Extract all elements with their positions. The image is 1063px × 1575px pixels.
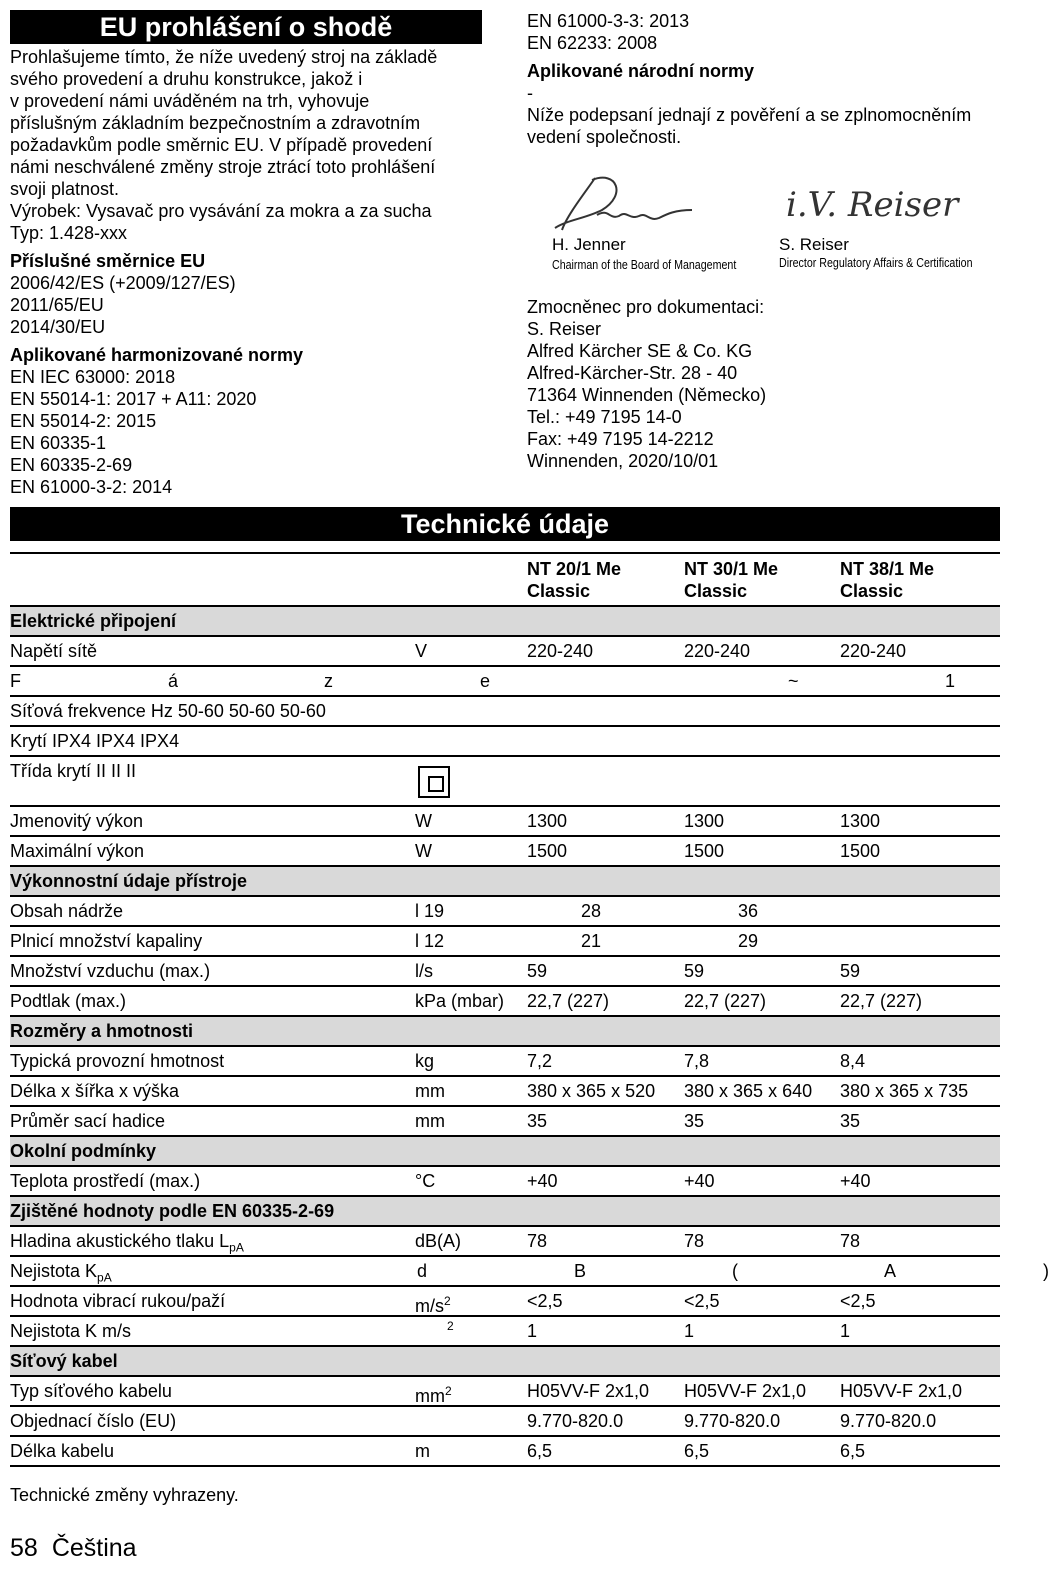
intro-line: námi neschválené změny stroje ztrácí toto prohlášení [10,157,436,177]
value-1: 22,7 (227) [527,991,610,1011]
section-dimensions: Rozměry a hmotnosti [10,1021,194,1041]
phase-letter: z [324,671,333,691]
value-3: 1500 [840,841,881,861]
row-unit: kPa (mbar) [415,991,505,1011]
value-3: 29 [738,931,759,951]
declaration-title: EU prohlášení o shodě [10,10,482,44]
signatures [527,160,1027,290]
phase-letter: e [480,671,491,691]
table-header-row [10,552,1000,607]
row-label: Teplota prostředí (max.) [10,1171,201,1191]
authorized-line: S. Reiser [527,319,602,339]
product-line: Výrobek: Vysavač pro vysávání za mokra a za sucha [10,201,432,221]
value-3: H05VV-F 2x1,0 [840,1381,963,1401]
table-row [10,727,1000,757]
phase-value: 1 [945,671,956,691]
intro-line: příslušným základním bezpečnostním a zdravotním [10,113,421,133]
row-label: Objednací číslo (EU) [10,1411,177,1431]
value-2: <2,5 [684,1291,720,1311]
row-unit-text: m/s [415,1296,444,1316]
declaration-right-column [527,10,1027,472]
standard-item: EN 55014-2: 2015 [10,411,157,431]
harmonized-block [10,344,482,498]
value-2: 1300 [684,811,725,831]
declaration-left-column [10,10,482,498]
phase-letter: F [10,671,21,691]
row-label: Délka kabelu [10,1441,115,1461]
standard-item: EN 60335-2-69 [10,455,133,475]
row-text: Třída krytí II II II [10,761,137,781]
value-3: 78 [840,1231,861,1251]
row-label: Nejistota K m/s [10,1321,132,1341]
intro-line: svoji platnost. [10,179,120,199]
value-1: +40 [527,1171,558,1191]
table-row [10,1287,1000,1317]
value-1: 7,2 [527,1051,553,1071]
table-row [10,1107,1000,1137]
phase-letter: á [168,671,179,691]
standard-item: EN 62233: 2008 [527,33,658,53]
table-row [10,957,1000,987]
protection-class-ii-icon [418,766,450,798]
value-2: 1500 [684,841,725,861]
value-1: 6,5 [527,1441,553,1461]
value-3: 9.770-820.0 [840,1411,937,1431]
directive-item: 2011/65/EU [10,295,104,315]
section-row [10,1017,1000,1047]
spread-letter: d [417,1261,428,1281]
table-row [10,837,1000,867]
directive-item: 2014/30/EU [10,317,106,337]
signer2-name: S. Reiser [779,235,849,254]
row-unit: °C [415,1171,436,1191]
row-unit: dB(A) [415,1231,462,1251]
reiser-signature [782,174,959,229]
value-2: +40 [684,1171,715,1191]
row-unit-text: mm [415,1386,445,1406]
value-3: 380 x 365 x 735 [840,1081,969,1101]
directive-item: 2006/42/ES (+2009/127/ES) [10,273,236,293]
value-3: <2,5 [840,1291,876,1311]
model-1: NT 20/1 Me Classic [527,559,622,601]
standard-item: EN IEC 63000: 2018 [10,367,176,387]
value-2: 59 [684,961,705,981]
row-unit: m [415,1441,430,1461]
section-measured: Zjištěné hodnoty podle EN 60335-2-69 [10,1201,335,1221]
row-unit-sup: 2 [445,1384,452,1398]
row-unit [415,1287,451,1320]
national-block [527,60,1027,148]
row-unit: l 19 [415,901,445,921]
value-2: 22,7 (227) [684,991,767,1011]
page-number: 58 [10,1534,38,1562]
harmonized-title: Aplikované harmonizované normy [10,345,304,365]
row-label-text: Hladina akustického tlaku L [10,1231,230,1251]
row-label: Průměr sací hadice [10,1111,166,1131]
page-language: Čeština [51,1534,137,1562]
table-row [10,757,1000,807]
row-label: Podtlak (max.) [10,991,127,1011]
authorized-line: Tel.: +49 7195 14-0 [527,407,682,427]
tech-table [10,552,1049,1467]
value-3: 35 [840,1111,861,1131]
table-row [10,927,1000,957]
row-unit: mm [415,1081,445,1101]
section-row [10,1197,1000,1227]
spread-letter: B [574,1261,587,1281]
value-2: 35 [684,1111,705,1131]
value-1: 380 x 365 x 520 [527,1081,656,1101]
standard-item: EN 61000-3-2: 2014 [10,477,173,497]
value-3: 220-240 [840,641,907,661]
authorized-line: Zmocněnec pro dokumentaci: [527,297,765,317]
row-label: Délka x šířka x výška [10,1081,180,1101]
signatories-line: vedení společnosti. [527,127,682,147]
row-label: Typická provozní hmotnost [10,1051,225,1071]
value-2: 6,5 [684,1441,710,1461]
value-1: 78 [527,1231,548,1251]
value-3: 59 [840,961,861,981]
section-row [10,1137,1000,1167]
value-2: 380 x 365 x 640 [684,1081,813,1101]
value-1: 59 [527,961,548,981]
row-unit-sup: 2 [444,1294,451,1308]
value-2: 21 [581,931,602,951]
row-label: Množství vzduchu (max.) [10,961,211,981]
value-1: 9.770-820.0 [527,1411,624,1431]
standard-item: EN 60335-1 [10,433,107,453]
value-3: 1300 [840,811,881,831]
section-row [10,607,1000,637]
value-3: +40 [840,1171,871,1191]
authorized-line: Alfred Kärcher SE & Co. KG [527,341,753,361]
authorized-line: Winnenden, 2020/10/01 [527,451,719,471]
directives-title: Příslušné směrnice EU [10,251,206,271]
spread-letter: ( [732,1261,738,1281]
value-1: 35 [527,1111,548,1131]
section-performance: Výkonnostní údaje přístroje [10,871,248,891]
authorized-line: Alfred-Kärcher-Str. 28 - 40 [527,363,738,383]
table-row [10,1437,1000,1467]
spread-letter: A [884,1261,897,1281]
row-text: Síťová frekvence Hz 50-60 50-60 50-60 [10,701,326,721]
table-row [10,1377,1000,1407]
standard-item: EN 55014-1: 2017 + A11: 2020 [10,389,257,409]
table-row [10,807,1000,837]
value-1: 1300 [527,811,568,831]
row-unit: W [415,811,432,831]
row-label-sub: pA [229,1240,244,1255]
section-environment: Okolní podmínky [10,1141,157,1161]
row-label: Napětí sítě [10,641,98,661]
row-label: Obsah nádrže [10,901,124,921]
value-1: 1500 [527,841,568,861]
section-electric: Elektrické připojení [10,611,177,631]
row-label: Maximální výkon [10,841,145,861]
section-cable: Síťový kabel [10,1351,118,1371]
row-unit-sup: 2 [447,1319,454,1333]
row-label: Jmenovitý výkon [10,811,144,831]
table-row [10,1257,1049,1287]
row-label-text: Nejistota K [10,1261,98,1281]
technical-changes-note: Technické změny vyhrazeny. [10,1485,239,1505]
signatories-line: Níže podepsaní jednají z pověření a se zplnomocněním [527,105,972,125]
intro-line: v provedení námi uváděném na trh, vyhovuje [10,91,370,111]
table-row [10,637,1000,667]
tech-title: Technické údaje [10,507,1000,541]
value-1: <2,5 [527,1291,563,1311]
row-label: Hodnota vibrací rukou/paží [10,1291,226,1311]
row-unit: V [415,641,428,661]
table-row [10,897,1000,927]
authorized-line: Fax: +49 7195 14-2212 [527,429,714,449]
value-3: 8,4 [840,1051,866,1071]
value-2: 28 [581,901,602,921]
type-line: Typ: 1.428-xxx [10,223,128,243]
authorized-line: 71364 Winnenden (Německo) [527,385,767,405]
intro-line: Prohlašujeme tímto, že níže uvedený stroj na základě [10,47,438,67]
value-2: 7,8 [684,1051,710,1071]
value-2: 78 [684,1231,705,1251]
row-unit: W [415,841,432,861]
value-3: 6,5 [840,1441,866,1461]
authorized-block [527,296,1027,472]
signer1-name: H. Jenner [552,235,626,254]
table-row [10,1227,1000,1257]
national-value: - [527,83,533,103]
table-row [10,1167,1000,1197]
row-unit: l/s [415,961,433,981]
row-unit [415,1377,452,1410]
value-2: 220-240 [684,641,751,661]
value-3: 22,7 (227) [840,991,923,1011]
value-1: 220-240 [527,641,594,661]
value-3: 1 [840,1321,851,1341]
phase-symbol: ~ [788,671,799,691]
row-label: Plnicí množství kapaliny [10,931,203,951]
page-footer [10,1533,151,1563]
row-unit: kg [415,1051,435,1071]
value-3: 36 [738,901,759,921]
table-row [10,1047,1000,1077]
value-2: 1 [684,1321,695,1341]
table-row [10,987,1000,1017]
row-unit: l 12 [415,931,445,951]
jenner-signature [547,170,707,240]
signer2-title: Director Regulatory Affairs & Certification [779,255,973,270]
table-row [10,1077,1000,1107]
section-row [10,867,1000,897]
intro-line: požadavkům podle směrnic EU. V případě provedení [10,135,433,155]
row-label-sub: pA [97,1270,112,1285]
standard-item: EN 61000-3-3: 2013 [527,11,690,31]
table-row-phase [10,667,1000,697]
declaration-intro [10,46,482,244]
table-row [10,697,1000,727]
national-title: Aplikované národní normy [527,61,755,81]
spread-letter: ) [1043,1261,1049,1281]
intro-line: svého provedení a druhu konstrukce, jakož i [10,69,363,89]
harmonized-continued [527,10,1027,54]
row-text: Krytí IPX4 IPX4 IPX4 [10,731,180,751]
model-3: NT 38/1 Me Classic [840,559,935,601]
row-label: Typ síťového kabelu [10,1381,172,1401]
table-row [10,1317,1000,1347]
value-1: 1 [527,1321,538,1341]
reiser-signature-text: i.V. Reiser [786,185,959,225]
table-row [10,1407,1000,1437]
directives-block [10,250,482,338]
row-unit: mm [415,1111,445,1131]
value-2: 9.770-820.0 [684,1411,781,1431]
value-2: H05VV-F 2x1,0 [684,1381,807,1401]
section-row [10,1347,1000,1377]
model-2: NT 30/1 Me Classic [684,559,779,601]
value-1: H05VV-F 2x1,0 [527,1381,650,1401]
signer1-title: Chairman of the Board of Management [552,257,737,272]
